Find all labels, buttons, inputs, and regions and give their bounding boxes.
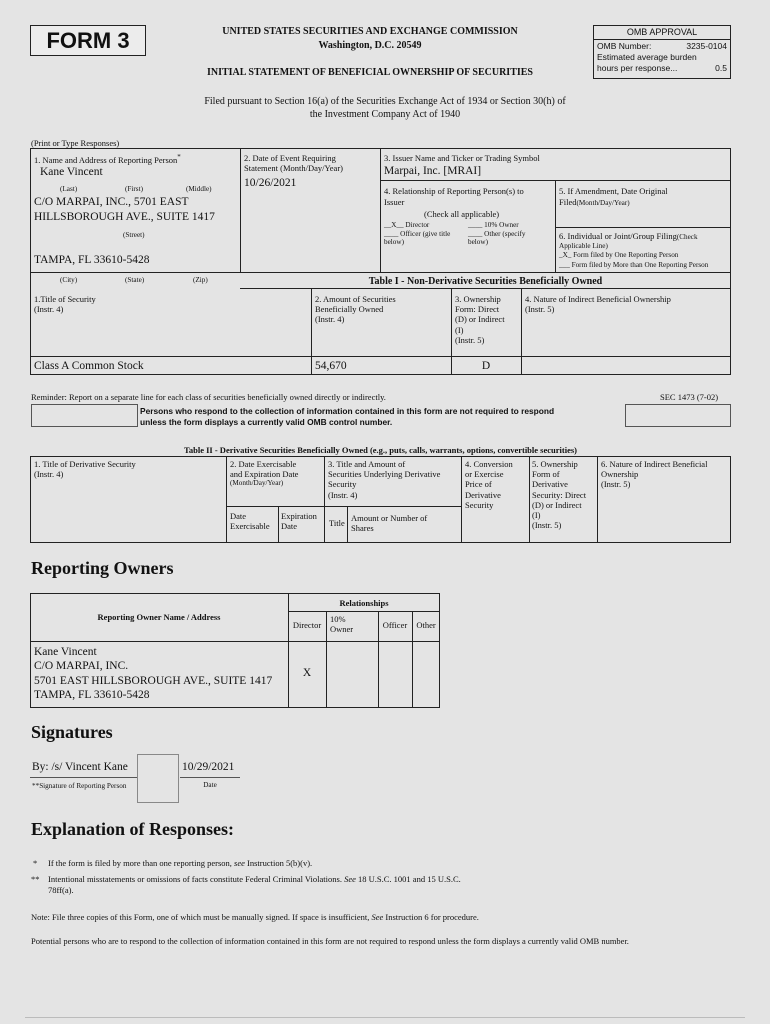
signature-date-label: Date [203,781,217,789]
persons-right-box [625,404,731,427]
box3-label: 3. Issuer Name and Ticker or Trading Symbol [384,153,540,163]
box5-label-line2: Filed(Month/Day/Year) [559,197,630,207]
signature-by: By: /s/ Vincent Kane [32,761,128,773]
table2-date-exercisable: Date Exercisable [230,511,270,532]
city-label: (City) [60,276,78,284]
officer-option-line1: ____ Officer (give title [384,230,451,238]
box4-check-all: (Check all applicable) [424,209,500,219]
officer-option-line2: below) [384,238,404,246]
table2-col1-header: 1. Title of Derivative Security (Instr. 4) [34,459,136,480]
box4-label-line1: 4. Relationship of Reporting Person(s) to [384,186,524,196]
signature-label: **Signature of Reporting Person [32,782,127,790]
reporting-person-name: Kane Vincent [40,166,103,178]
persons-notice-line1: Persons who respond to the collection of information contained in this form are not required to respond [140,406,555,416]
omb-number-label: OMB Number: [597,41,652,51]
issuer-name: Marpai, Inc. [MRAI] [384,165,482,177]
reminder-text: Reminder: Report on a separate line for each class of securities beneficially owned directly or indirectly. [31,392,386,402]
relationships-header: Relationships [339,598,389,608]
table2-expiration-date: Expiration Date [281,511,317,532]
footnote-2-mark: ** [31,874,40,884]
footnote-1-mark: * [33,858,38,868]
box6-option1: _X_ Form filed by One Reporting Person [559,251,679,259]
sec-code: SEC 1473 (7-02) [660,392,719,402]
ten-pct-option: ____ 10% Owner [468,221,519,229]
omb-burden-value: 0.5 [715,63,727,73]
potential-persons-note: Potential persons who are to respond to the collection of information contained in this form are not required to respond unless the form displays a currently valid OMB number. [31,936,629,946]
signature-date: 10/29/2021 [182,761,235,773]
persons-notice-line2: unless the form displays a currently valid OMB control number. [140,417,393,427]
signature-gap-box [137,754,179,803]
owner-name-header: Reporting Owner Name / Address [97,612,221,622]
director-mark: X [302,667,312,679]
signatures-heading: Signatures [31,722,113,742]
owner-address: Kane Vincent C/O MARPAI, INC. 5701 EAST HILLSBOROUGH AVE., SUITE 1417 TAMPA, FL 33610-5428 [34,646,273,702]
middle-label: (Middle) [186,185,212,193]
footnote-2-line2: 78ff(a). [48,885,74,895]
box1-label: 1. Name and Address of Reporting Person* [34,153,181,165]
omb-burden-label: hours per response... [597,63,678,73]
form-title-box [30,25,146,56]
director-header: Director [292,620,322,630]
table1-col4-header: 4. Nature of Indirect Beneficial Ownership (Instr. 5) [525,294,671,315]
reporting-owners-heading: Reporting Owners [31,558,174,578]
omb-title: OMB APPROVAL [594,26,730,40]
table2-col2-header: 2. Date Exercisable and Expiration Date (Month/Day/Year) [230,459,299,488]
print-note: (Print or Type Responses) [31,138,120,148]
table1-col3-header: 3. Ownership Form: Direct (D) or Indirect (I) (Instr. 5) [455,294,505,345]
explanation-heading: Explanation of Responses: [31,819,235,839]
box5-label-line1: 5. If Amendment, Date Original [559,186,668,196]
table2-title-subcol: Title [329,518,345,528]
street-label: (Street) [123,231,145,239]
table2-amount-subcol: Amount or Number of Shares [351,513,428,534]
amount-owned-cell: 54,670 [315,360,347,372]
footnote-1: If the form is filed by more than one reporting person, see Instruction 5(b)(v). [48,858,313,868]
table2-col6-header: 6. Nature of Indirect Beneficial Ownership (Instr. 5) [601,459,708,490]
omb-number: 3235-0104 [686,41,727,51]
first-label: (First) [125,185,143,193]
last-label: (Last) [60,185,78,193]
filed-pursuant-line1: Filed pursuant to Section 16(a) of the Securities Exchange Act of 1934 or Section 30(h) of [204,96,566,107]
director-option: __X__ Director [384,221,430,229]
box2-label-line1: 2. Date of Event Requiring [244,153,336,163]
footnote-2: Intentional misstatements or omissions of facts constitute Federal Criminal Violations. See 18 U.S.C. 1001 and 15 U.S.C. [48,874,461,884]
event-date: 10/26/2021 [244,177,297,189]
file-copies-note: Note: File three copies of this Form, one of which must be manually signed. If space is insufficient, See Instruction 6 for procedure. [31,912,479,922]
table2-col4-header: 4. Conversion or Exercise Price of Derivative Security [465,459,513,510]
box6-option2: ___ Form filed by More than One Reporting Person [559,261,709,269]
filed-pursuant-line2: the Investment Company Act of 1940 [309,109,461,120]
persons-left-box [31,404,138,427]
table1-col2-header: 2. Amount of Securities Beneficially Owned (Instr. 4) [315,294,396,325]
other-header: Other [416,620,436,630]
box4-label-line2: Issuer [384,197,405,207]
street-line1: C/O MARPAI, INC., 5701 EAST [34,196,189,208]
table1-col1-header: 1.Title of Security (Instr. 4) [34,294,96,315]
city-state-zip: TAMPA, FL 33610-5428 [34,254,150,266]
zip-label: (Zip) [193,276,208,284]
table2-col5-header: 5. Ownership Form of Derivative Security: Direct (D) or Indirect (I) (Instr. 5) [532,459,587,531]
statement-title: INITIAL STATEMENT OF BENEFICIAL OWNERSHIP OF SECURITIES [206,67,533,78]
other-option-line2: below) [468,238,488,246]
other-option-line1: ____ Other (specify [468,230,526,238]
omb-burden-line: Estimated average burden [597,52,697,62]
box6-label-sub: Applicable Line) [559,242,608,250]
agency-name: UNITED STATES SECURITIES AND EXCHANGE COMMISSION [222,26,518,37]
officer-header: Officer [382,620,408,630]
table2-col3-header: 3. Title and Amount of Securities Underlying Derivative Security (Instr. 4) [328,459,441,500]
ownership-form-cell: D [481,360,491,372]
table1-title: Table I - Non-Derivative Securities Beneficially Owned [368,276,603,287]
street-line2: HILLSBOROUGH AVE., SUITE 1417 [34,211,215,223]
box6-label: 6. Individual or Joint/Group Filing(Check [559,231,698,241]
security-title-cell: Class A Common Stock [34,360,144,372]
table2-title: Table II - Derivative Securities Beneficially Owned (e.g., puts, calls, warrants, options, convertible securities) [183,445,577,455]
state-label: (State) [125,276,145,284]
agency-location: Washington, D.C. 20549 [318,40,422,51]
box2-label-line2: Statement (Month/Day/Year) [244,163,343,173]
omb-approval-box [593,25,731,79]
form-title: FORM 3 [46,28,130,53]
ten-pct-owner-header: 10% Owner [330,614,354,635]
